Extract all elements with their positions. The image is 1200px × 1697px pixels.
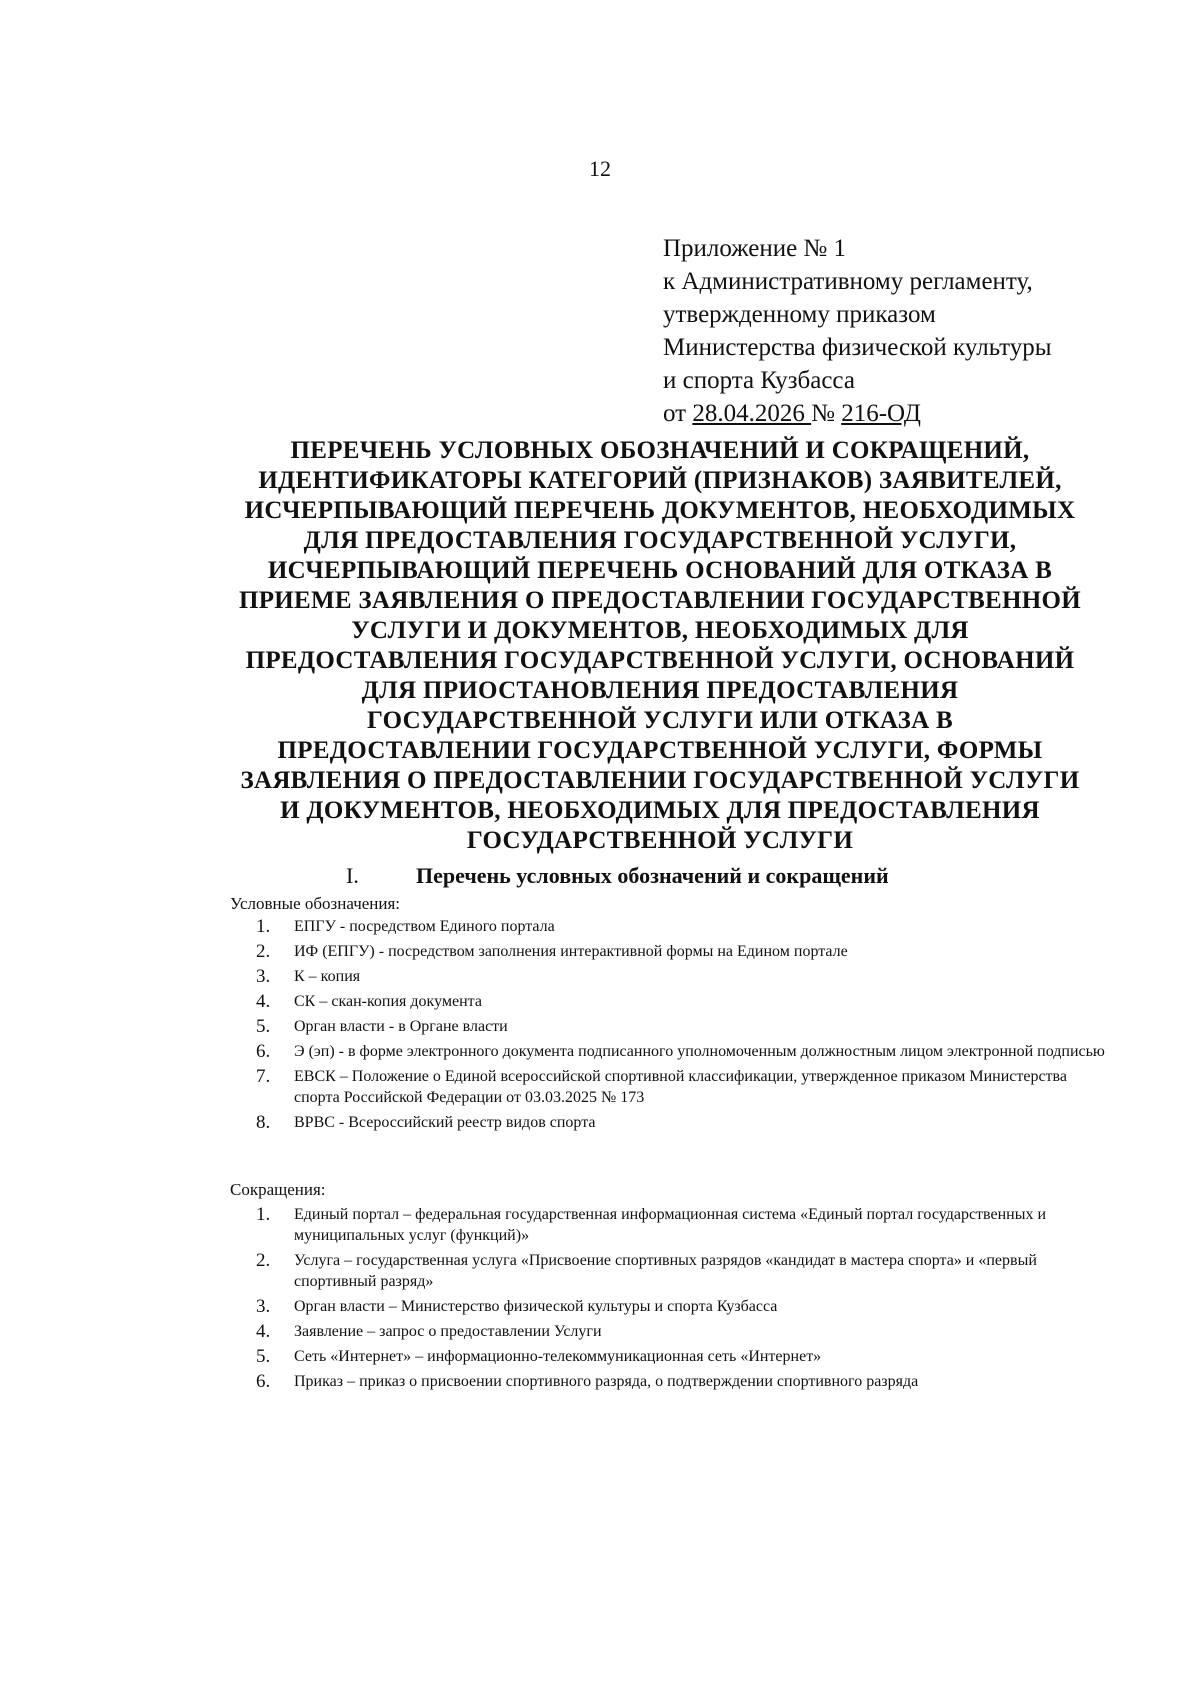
list-item xyxy=(256,1016,1116,1037)
item-number: 2. xyxy=(256,941,271,962)
list-item xyxy=(256,1204,1116,1246)
list-item xyxy=(256,1371,1116,1392)
abbreviations-list xyxy=(256,1204,1116,1396)
item-number: 2. xyxy=(256,1250,271,1271)
item-text: ЕПГУ - посредством Единого портала xyxy=(294,918,555,935)
title-line: ПРЕДОСТАВЛЕНИЯ ГОСУДАРСТВЕННОЙ УСЛУГИ, ОСНОВАНИЙ xyxy=(245,647,1075,674)
item-text: Э (эп) - в форме электронного документа подписанного уполномоченным должностным лицом электронной подписью xyxy=(294,1043,1105,1060)
list-item xyxy=(256,1346,1116,1367)
title-line: И ДОКУМЕНТОВ, НЕОБХОДИМЫХ ДЛЯ ПРЕДОСТАВЛЕНИЯ xyxy=(280,797,1040,824)
item-number: 5. xyxy=(256,1016,271,1037)
list-item xyxy=(256,1321,1116,1342)
title-line: ПРЕДОСТАВЛЕНИИ ГОСУДАРСТВЕННОЙ УСЛУГИ, ФОРМЫ xyxy=(277,737,1043,764)
list-item xyxy=(256,1250,1116,1292)
legend-list xyxy=(256,916,1116,1137)
appendix-block xyxy=(663,232,1163,430)
title-line: ГОСУДАРСТВЕННОЙ УСЛУГИ xyxy=(466,827,854,854)
item-text: Единый портал – федеральная государственная информационная система «Единый портал государственных и муниципальных услуг (функций)» xyxy=(294,1206,1047,1244)
list-item xyxy=(256,1041,1116,1062)
legend-label: Условные обозначения: xyxy=(230,894,401,913)
title-line: ДЛЯ ПРЕДОСТАВЛЕНИЯ ГОСУДАРСТВЕННОЙ УСЛУГИ, xyxy=(303,527,1017,554)
item-number: 1. xyxy=(256,1204,271,1225)
item-text: Заявление – запрос о предоставлении Услуги xyxy=(294,1323,602,1340)
item-text: Сеть «Интернет» – информационно-телекоммуникационная сеть «Интернет» xyxy=(294,1348,822,1365)
item-text: Приказ – приказ о присвоении спортивного разряда, о подтверждении спортивного разряда xyxy=(294,1373,919,1390)
item-text: Орган власти – Министерство физической культуры и спорта Кузбасса xyxy=(294,1298,778,1315)
list-item xyxy=(256,991,1116,1012)
appendix-line: и спорта Кузбасса xyxy=(663,367,855,394)
item-number: 5. xyxy=(256,1346,271,1367)
title-line: ПРИЕМЕ ЗАЯВЛЕНИЯ О ПРЕДОСТАВЛЕНИИ ГОСУДАРСТВЕННОЙ xyxy=(238,587,1082,614)
item-text: ИФ (ЕПГУ) - посредством заполнения интерактивной формы на Едином портале xyxy=(294,943,848,960)
item-number: 6. xyxy=(256,1371,271,1392)
item-number: 4. xyxy=(256,1321,271,1342)
item-text: Орган власти - в Органе власти xyxy=(294,1018,508,1035)
date-prefix: от xyxy=(663,400,693,427)
item-text: ВРВС - Всероссийский реестр видов спорта xyxy=(294,1114,596,1131)
item-number: 4. xyxy=(256,991,271,1012)
item-number: 3. xyxy=(256,966,271,987)
item-number: 1. xyxy=(256,916,271,937)
appendix-line: к Административному регламенту, xyxy=(663,268,1033,295)
list-item xyxy=(256,966,1116,987)
item-text: ЕВСК – Положение о Единой всероссийской спортивной классификации, утвержденное приказом Министерства спорта Российской Федерации от 03.03.2025 № 173 xyxy=(294,1068,1067,1106)
abbreviations-label: Сокращения: xyxy=(230,1180,326,1199)
item-text: СК – скан-копия документа xyxy=(294,993,482,1010)
order-number: 216-ОД xyxy=(841,400,921,427)
item-number: 6. xyxy=(256,1041,271,1062)
item-number: 7. xyxy=(256,1066,271,1087)
title-line: ГОСУДАРСТВЕННОЙ УСЛУГИ ИЛИ ОТКАЗА В xyxy=(366,707,953,734)
item-number: 3. xyxy=(256,1296,271,1317)
item-number: 8. xyxy=(256,1112,271,1133)
title-line: ЗАЯВЛЕНИЯ О ПРЕДОСТАВЛЕНИИ ГОСУДАРСТВЕННОЙ УСЛУГИ xyxy=(240,767,1080,794)
title-line: ПЕРЕЧЕНЬ УСЛОВНЫХ ОБОЗНАЧЕНИЙ И СОКРАЩЕНИЙ, xyxy=(290,437,1030,464)
section-number: I. xyxy=(346,863,359,888)
title-line: ИСЧЕРПЫВАЮЩИЙ ПЕРЕЧЕНЬ ДОКУМЕНТОВ, НЕОБХОДИМЫХ xyxy=(244,497,1076,524)
item-text: Услуга – государственная услуга «Присвоение спортивных разрядов «кандидат в мастера спорта» и «первый спортивный разряд» xyxy=(294,1252,1037,1290)
title-line: ДЛЯ ПРИОСТАНОВЛЕНИЯ ПРЕДОСТАВЛЕНИЯ xyxy=(361,677,959,704)
list-item xyxy=(256,1066,1116,1108)
appendix-line: Министерства физической культуры xyxy=(663,334,1052,361)
page-number: 12 xyxy=(589,156,611,181)
list-item xyxy=(256,1112,1116,1133)
title-line: ИСЧЕРПЫВАЮЩИЙ ПЕРЕЧЕНЬ ОСНОВАНИЙ ДЛЯ ОТКАЗА В xyxy=(267,557,1053,584)
item-text: К – копия xyxy=(294,968,361,985)
document-title xyxy=(210,436,1110,856)
order-date: 28.04.2026 xyxy=(692,400,812,427)
appendix-line: Приложение № 1 xyxy=(663,235,847,262)
list-item xyxy=(256,1296,1116,1317)
appendix-line: утвержденному приказом xyxy=(663,301,936,328)
section-title: Перечень условных обозначений и сокращений xyxy=(416,863,889,888)
list-item xyxy=(256,941,1116,962)
section-heading xyxy=(346,863,889,889)
list-item xyxy=(256,916,1116,937)
title-line: ИДЕНТИФИКАТОРЫ КАТЕГОРИЙ (ПРИЗНАКОВ) ЗАЯВИТЕЛЕЙ, xyxy=(258,467,1062,494)
appendix-date-line xyxy=(663,397,1163,430)
number-prefix: № xyxy=(811,400,842,427)
title-line: УСЛУГИ И ДОКУМЕНТОВ, НЕОБХОДИМЫХ ДЛЯ xyxy=(351,617,969,644)
